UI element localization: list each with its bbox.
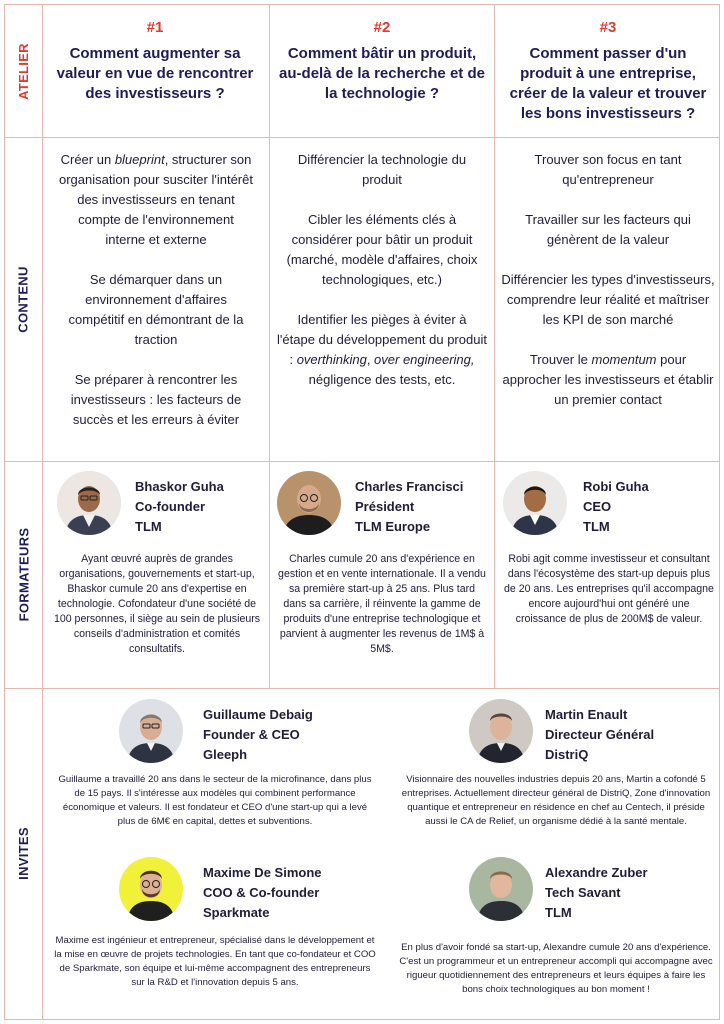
column-divider [269,5,270,688]
trainer-card-charles [277,471,463,537]
avatar [469,857,533,921]
person-role: Co-founder [135,499,206,514]
person-name: Martin Enault [545,707,628,722]
row-divider [5,137,719,138]
row-label-atelier: ATELIER [16,42,31,100]
content-paragraph: Travailler sur les facteurs qui génèrent de la valeur [525,212,691,247]
workshop-3-content [501,150,715,430]
row-divider [5,688,719,689]
person-role: Founder & CEO [203,727,300,742]
workshop-number: #1 [146,19,164,36]
content-paragraph: Différencier les types d'investisseurs, comprendre leur réalité et maîtriser les KPI de son marché [501,272,715,327]
row-divider [5,461,719,462]
person-company: Gleeph [203,747,248,762]
guest-card-maxime [119,857,322,923]
workshop-2-header [279,19,485,104]
content-paragraph: Trouver son focus en tant qu'entrepreneur [534,152,682,187]
guest-info [203,705,313,765]
workshop-title: Comment augmenter sa valeur en vue de rencontrer des investisseurs ? [56,45,254,102]
trainer-card-bhaskor [57,471,224,537]
person-company: TLM Europe [355,519,431,534]
workshop-number: #2 [373,19,391,36]
trainer-card-robi [503,471,649,537]
trainer-info [135,477,224,537]
content-paragraph: Se préparer à rencontrer les investisseurs : les facteurs de succès et les erreurs à éviter [70,372,242,427]
person-role: Directeur Général [545,727,655,742]
person-name: Charles Francisci [355,479,464,494]
person-name: Robi Guha [583,479,649,494]
row-label-formateurs: FORMATEURS [16,527,32,622]
workshop-1-header [55,19,255,104]
column-divider [42,5,43,1019]
person-company: DistriQ [545,747,589,762]
avatar [57,471,121,535]
workshop-2-content [277,150,487,410]
column-divider [494,5,495,688]
workshop-3-header [503,19,713,124]
guest-card-martin [469,699,654,765]
content-paragraph: Se démarquer dans un environnement d'affaires compétitif en démontrant de la traction [68,272,244,347]
workshop-grid [4,4,720,1020]
guest-bio: Maxime est ingénieur et entrepreneur, spécialisé dans le développement et la mise en œuvre de projets technologies. En tant que co-fondateur et COO de Sparkmate, son équipe et lui-même accompagnent des entrepreneurs sur la R&D et l'innovation depuis 5 ans. [54,935,376,988]
workshop-1-content [57,150,255,450]
person-role: COO & Co-founder [203,885,320,900]
person-name: Bhaskor Guha [135,479,224,494]
trainer-bio: Robi agit comme investisseur et consultant dans l'écosystème des start-up depuis plus de 20 ans. Les entreprises qu'il accompagne encore aujourd'hui ont généré une croissance de plus de 200M$ de valeur. [504,553,714,625]
person-company: TLM [545,905,572,920]
person-name: Maxime De Simone [203,865,322,880]
avatar [277,471,341,535]
guest-card-guillaume [119,699,313,765]
guest-info [203,863,322,923]
content-paragraph: Cibler les éléments clés à considérer pour bâtir un produit (marché, modèle d'affaires, choix technologiques, etc.) [286,212,478,287]
content-paragraph: Différencier la technologie du produit [297,152,467,187]
row-label-invites: INVITES [16,827,32,880]
avatar [119,699,183,763]
guest-info [545,705,654,765]
content-paragraph: Trouver le momentum pour approcher les investisseurs et établir un premier contact [502,352,714,407]
person-company: TLM [135,519,162,534]
person-name: Guillaume Debaig [203,707,313,722]
avatar [119,857,183,921]
workshop-title: Comment passer d'un produit à une entreprise, créer de la valeur et trouver les bons investisseurs ? [509,45,707,122]
avatar [469,699,533,763]
person-name: Alexandre Zuber [545,865,648,880]
avatar [503,471,567,535]
trainer-info [355,477,463,537]
guest-bio: Visionnaire des nouvelles industries depuis 20 ans, Martin a cofondé 5 entreprises. Actuellement directeur général de DistriQ, Zone d'innovation quantique et entrepreneur en résidence en chef au Centech, il préside aussi le CA de Relief, un organisme dédié à la santé mentale. [401,774,711,827]
person-company: TLM [583,519,610,534]
row-label-contenu: CONTENU [16,265,32,333]
person-company: Sparkmate [203,905,270,920]
trainer-info [583,477,649,537]
guest-bio: Guillaume a travaillé 20 ans dans le secteur de la microfinance, dans plus de 15 pays. Il s'intéresse aux modèles qui combinent performance économique et valeurs. Il est fondateur et CEO d'une start-up qui a levé plus de 6M€ en capital, dettes et subventions. [58,774,372,827]
person-role: CEO [583,499,612,514]
guest-card-alexandre [469,857,648,923]
content-paragraph: Identifier les pièges à éviter à l'étape du développement du produit : overthinking, over engineering, négligence des tests, etc. [277,312,487,387]
trainer-bio: Charles cumule 20 ans d'expérience en gestion et en vente internationale. Il a vendu sa première start-up à 25 ans. Plus tard dans sa carrière, il réinvente la gamme de produits d'une entreprise technologique et parvient à augmenter les revenus de 1M$ à 5M$. [278,553,486,655]
content-paragraph: Créer un blueprint, structurer son organisation pour susciter l'intérêt des investisseurs en tenant compte de l'environnement interne et externe [59,152,253,247]
guest-info [545,863,648,923]
guest-bio: En plus d'avoir fondé sa start-up, Alexandre cumule 20 ans d'expérience. C'est un programmeur et un entrepreneur accompli qui accompagne avec rigueur quotidiennement des entrepreneurs et leurs équipes à faire les bons choix technologiques au bon moment ! [399,942,713,995]
trainer-bio: Ayant œuvré auprès de grandes organisations, gouvernements et start-up, Bhaskor cumule 20 ans d'expertise en technologie. Cofondateur d'une société de 100 personnes, il siège au sein de plusieurs conseils d'administration et comités consultatifs. [53,553,261,655]
person-role: Tech Savant [545,885,621,900]
person-role: Président [355,499,415,514]
workshop-number: #3 [599,19,617,36]
workshop-title: Comment bâtir un produit, au-delà de la recherche et de la technologie ? [279,45,485,102]
